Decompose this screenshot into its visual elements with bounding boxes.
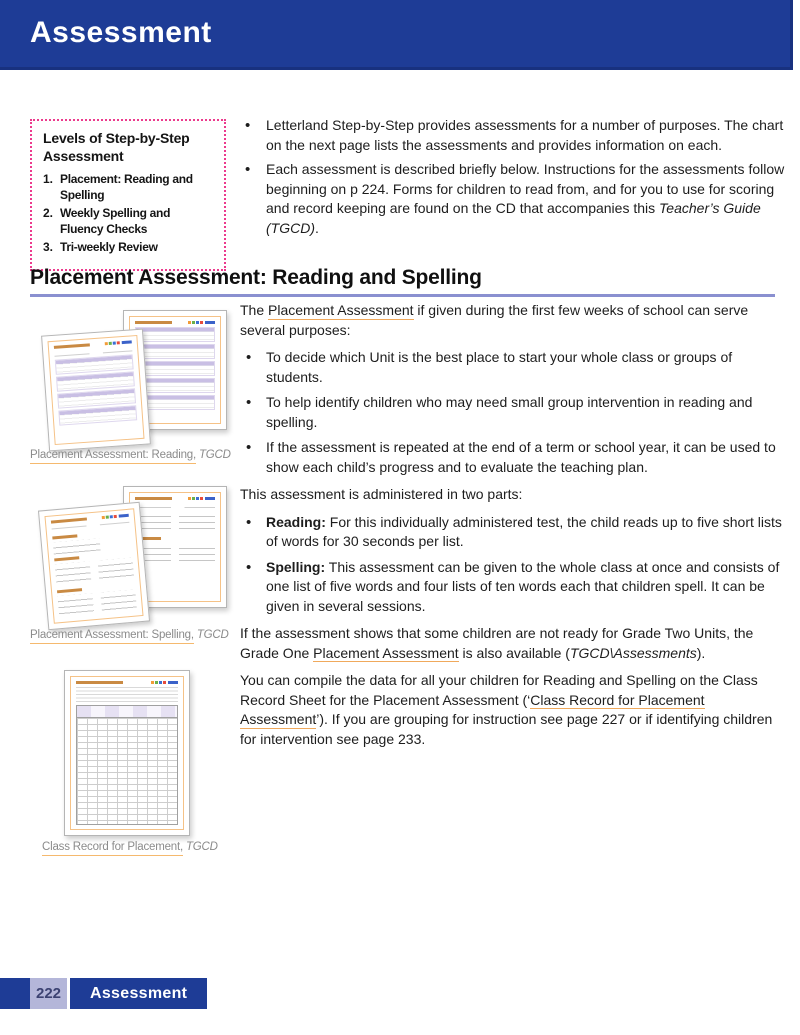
instructions-text-block (76, 687, 178, 702)
record-grid-header (76, 705, 178, 717)
body-paragraph: If the assessment shows that some children are not ready for Grade Two Units, the Grade One Placement Assessment is also available (TGCD\Assessments). (240, 625, 754, 661)
grade-label-bar (205, 321, 215, 324)
page-number-badge: 222 (30, 978, 67, 1009)
answer-lines (53, 539, 101, 555)
answer-lines (55, 561, 92, 586)
item-number: 3. (43, 240, 54, 254)
color-dot (188, 497, 191, 500)
levels-box-title: Levels of Step-by-Step Assessment (43, 130, 190, 164)
levels-sidebar-box (30, 119, 226, 271)
color-dot (109, 342, 112, 345)
mini-title-bar (76, 681, 123, 684)
color-dot (196, 497, 199, 500)
mini-page-front (38, 502, 150, 630)
part-bullet: • Spelling: This assessment can be given to the whole class at once and consists of one list of five words and four lists of ten words each that children spell. It can be given in several sessions. (240, 558, 788, 617)
color-dot (114, 515, 117, 518)
body-text-column (240, 301, 788, 757)
figure-caption: Placement Assessment: Reading, TGCD (30, 449, 231, 461)
purpose-bullet: • If the assessment is repeated at the end of a term or school year, it can be used to show each child’s progress and to evaluate the teaching plan. (240, 438, 788, 477)
color-dot (192, 497, 195, 500)
name-line (135, 503, 215, 508)
body-paragraph: This assessment is administered in two parts: (240, 486, 523, 502)
mini-page-header (76, 681, 178, 684)
purpose-bullet-list (240, 348, 788, 477)
mini-title-bar (135, 497, 172, 500)
word-list-table (135, 361, 215, 376)
item-label: Weekly Spelling and Fluency Checks (60, 206, 171, 236)
mini-page-front (64, 670, 190, 836)
mini-title-bar (135, 321, 172, 324)
item-number: 2. (43, 206, 54, 220)
figure-reading-thumbnails (35, 310, 230, 448)
color-dot (192, 321, 195, 324)
footer-section-label: Assessment (70, 978, 207, 1009)
color-dot (102, 516, 105, 519)
figure-class-record-thumbnail (30, 664, 230, 840)
page-banner (0, 0, 793, 70)
parts-bullet-list (240, 513, 788, 617)
color-dot (110, 515, 113, 518)
color-dot (188, 321, 191, 324)
word-list-table (135, 344, 215, 359)
section-label-bar (54, 556, 79, 561)
figure-spelling-thumbnails (35, 486, 230, 626)
figure-caption: Placement Assessment: Spelling, TGCD (30, 629, 229, 641)
answer-lines (98, 558, 135, 583)
mini-title-bar (54, 343, 90, 348)
grade-label-bar (119, 514, 129, 518)
footer-edge-bar (0, 978, 30, 1009)
mini-page-header (135, 321, 215, 324)
mini-page-content (44, 508, 143, 623)
page-title: Assessment (30, 16, 212, 49)
color-dot (163, 681, 166, 684)
section-heading: Placement Assessment: Reading and Spelling (30, 266, 482, 289)
color-dot (105, 342, 108, 345)
intro-bullet-list (240, 116, 788, 243)
answer-lines (100, 589, 137, 614)
color-dot (196, 321, 199, 324)
item-label: Tri-weekly Review (60, 240, 158, 254)
color-dot (155, 681, 158, 684)
intro-bullet: • Letterland Step-by-Step provides assessments for a number of purposes. The chart on the next page lists the assessments and provides information on each. (240, 116, 788, 155)
answer-lines (179, 543, 215, 565)
grade-label-bar (168, 681, 178, 684)
grade-label-bar (205, 497, 215, 500)
section-label-bar (57, 588, 82, 593)
color-dot (159, 681, 162, 684)
color-dot (200, 497, 203, 500)
mini-title-bar (51, 517, 87, 523)
heading-rule (30, 294, 775, 297)
part-bullet: • Reading: For this individually administered test, the child reads up to five short lists of words for 30 seconds per list. (240, 513, 788, 552)
purpose-bullet: • To decide which Unit is the best place to start your whole class or groups of students. (240, 348, 788, 387)
page-footer (0, 978, 207, 1009)
item-number: 1. (43, 172, 54, 186)
levels-box-item (43, 240, 214, 256)
section-label-bar (52, 535, 77, 540)
answer-lines (179, 511, 215, 533)
mini-page-content (70, 676, 184, 830)
color-dot (106, 516, 109, 519)
figure-caption: Class Record for Placement, TGCD (42, 841, 218, 853)
body-paragraph: The Placement Assessment if given during the first few weeks of school can serve several purposes: (240, 302, 749, 338)
grade-label-bar (122, 340, 132, 344)
color-dot (117, 341, 120, 344)
intro-bullet: • Each assessment is described briefly below. Instructions for the assessments follow beginning on p 224. Forms for children to read from, and for you to use for scoring and record keeping are found on the CD that accompanies this Teacher’s Guide (TGCD). (240, 160, 788, 238)
color-dot (151, 681, 154, 684)
record-grid (76, 717, 178, 825)
word-list-table (135, 327, 215, 342)
purpose-bullet: • To help identify children who may need small group intervention in reading and spelling. (240, 393, 788, 432)
levels-box-item (43, 172, 214, 203)
color-dot (200, 321, 203, 324)
levels-box-list (43, 172, 214, 256)
levels-box-item (43, 206, 214, 237)
word-list-table (58, 405, 137, 425)
mini-page-content (47, 335, 144, 445)
item-label: Placement: Reading and Spelling (60, 172, 193, 202)
body-paragraph: You can compile the data for all your children for Reading and Spelling on the Class Record Sheet for the Placement Assessment (‘Class Record for Placement Assessment’). If you are grouping for instruction see page 227 or if identifying children for intervention see page 233. (240, 672, 773, 747)
mini-page-front (41, 329, 151, 452)
answer-lines (58, 593, 95, 618)
color-dot (113, 342, 116, 345)
mini-page-header (135, 497, 215, 500)
